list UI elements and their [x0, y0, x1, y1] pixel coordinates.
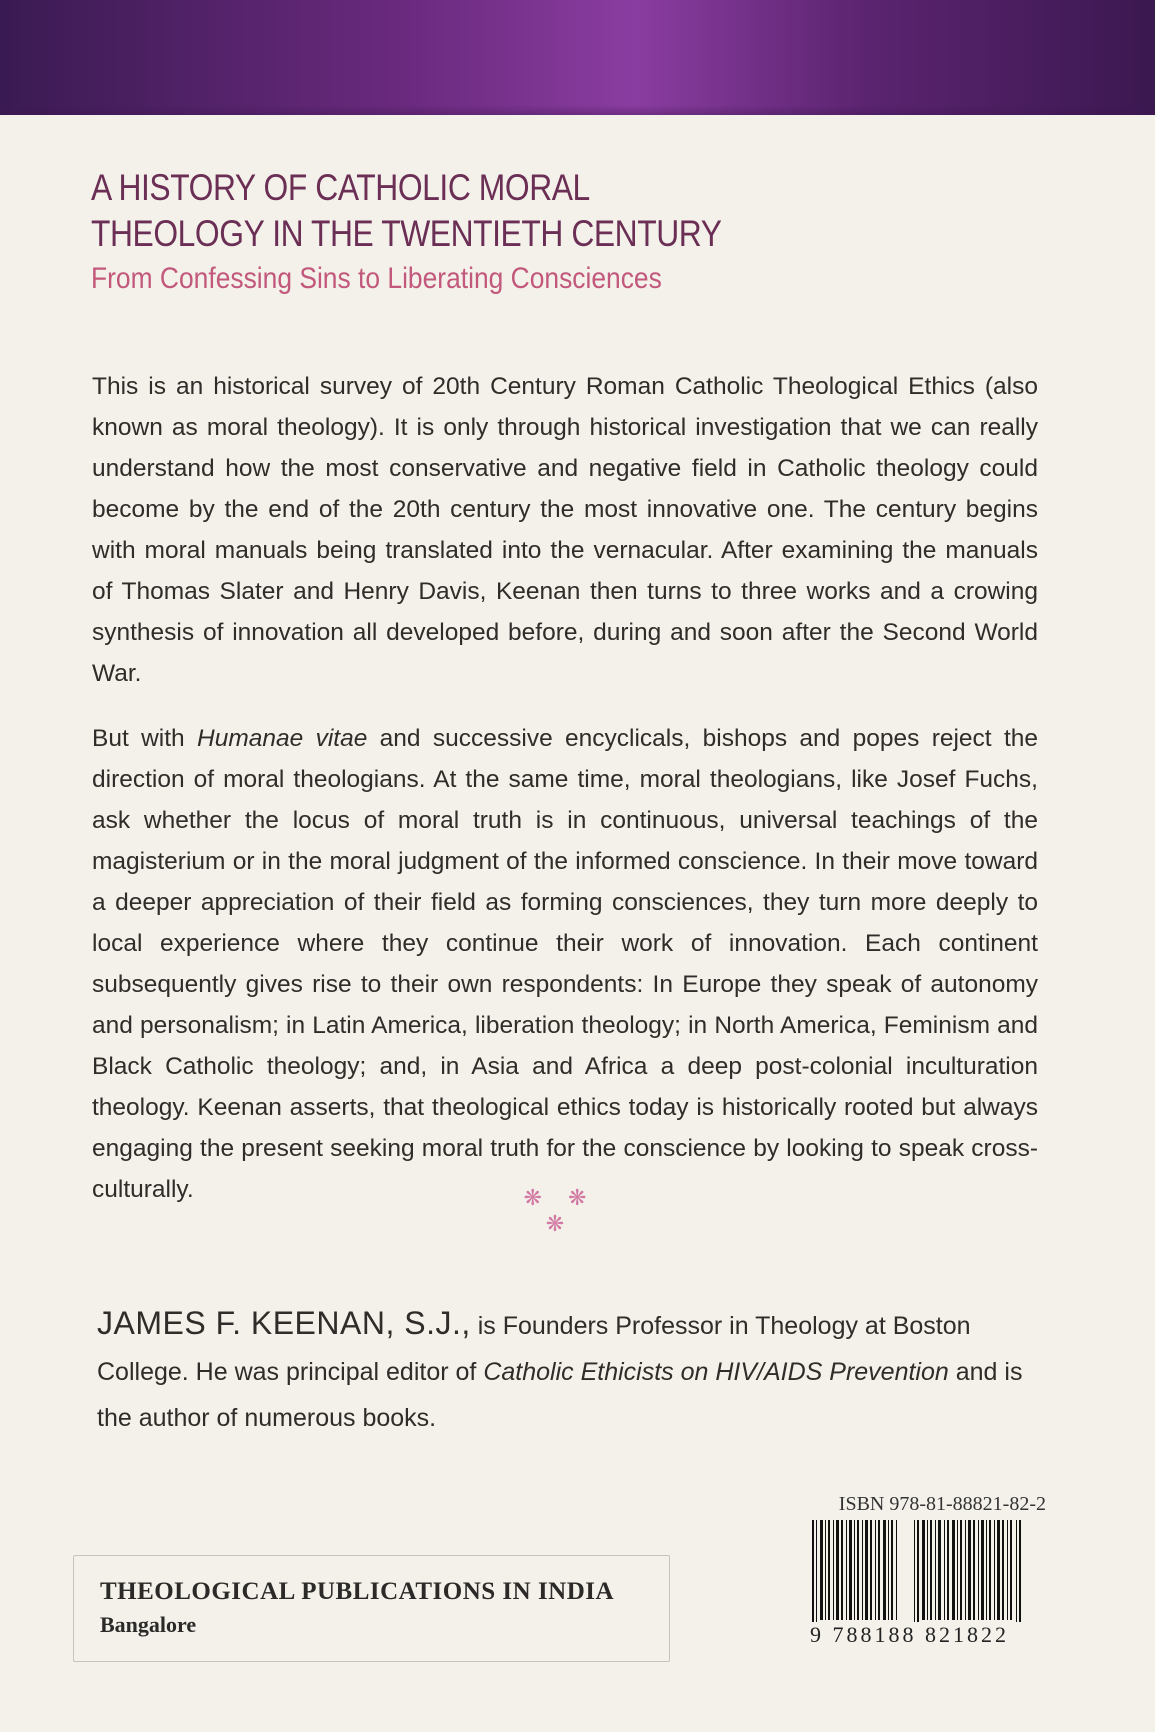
book-title-line-2: THEOLOGY IN THE TWENTIETH CENTURY — [91, 213, 722, 254]
publisher-box — [73, 1555, 670, 1662]
barcode-icon — [810, 1520, 1030, 1630]
author-bio — [97, 1300, 1047, 1441]
book-blurb — [92, 366, 1038, 1210]
author-bio-lead: is Founders Professor in Theology at Boston College. He was principal editor of — [97, 1312, 971, 1386]
author-bio-italic: Catholic Ethicists on HIV/AIDS Prevention — [483, 1358, 949, 1386]
blurb-p2-rest: and successive encyclicals, bishops and popes reject the direction of moral theologians. At the same time, moral theologians, like Josef Fuchs, ask whether the locus of moral truth is in continuous, universal teachings of the magisterium or in the moral judgment of the informed conscience. In their move toward a deeper appreciation of their field as forming consciences, they turn more deeply to local experience where they continue their work of innovation. Each continent subsequently gives rise to their own respondents: In Europe they speak of autonomy and personalism; in Latin America, liberation theology; in North America, Feminism and Black Catholic theology; and, in Asia and Africa a deep post-colonial inculturation theology. Keenan asserts, that theological ethics today is historically rooted but always engaging the present seeking moral truth for the conscience by looking to speak cross-culturally. — [92, 725, 1038, 1203]
blurb-paragraph-2 — [92, 718, 1038, 1210]
blurb-p2-italic: Humanae vitae — [197, 725, 368, 752]
publisher-name: THEOLOGICAL PUBLICATIONS IN INDIA — [100, 1578, 615, 1605]
author-bio-rest: and is the author of numerous books. — [97, 1358, 1023, 1432]
blurb-p2-lead: But with — [92, 725, 198, 752]
ornament-divider: ❋ ❋ ❋ — [523, 1185, 597, 1236]
book-subtitle: From Confessing Sins to Liberating Consciences — [91, 262, 662, 295]
cover-top-band — [0, 0, 1155, 115]
book-title-line-1: A HISTORY OF CATHOLIC MORAL — [91, 167, 590, 208]
barcode-digits: 9 788188 821822 — [810, 1622, 1032, 1648]
book-title-block — [91, 165, 991, 299]
publisher-city: Bangalore — [100, 1612, 197, 1637]
isbn-label: ISBN 978-81-88821-82-2 — [838, 1493, 1046, 1515]
author-name: JAMES F. KEENAN, S.J., — [97, 1305, 471, 1341]
blurb-paragraph-1: This is an historical survey of 20th Century Roman Catholic Theological Ethics (also known as moral theology). It is only through historical investigation that we can really understand how the most conservative and negative field in Catholic theology could become by the end of the 20th century the most innovative one. The century begins with moral manuals being translated into the vernacular. After examining the manuals of Thomas Slater and Henry Davis, Keenan then turns to three works and a crowing synthesis of innovation all developed before, during and soon after the Second World War. — [92, 373, 1038, 687]
